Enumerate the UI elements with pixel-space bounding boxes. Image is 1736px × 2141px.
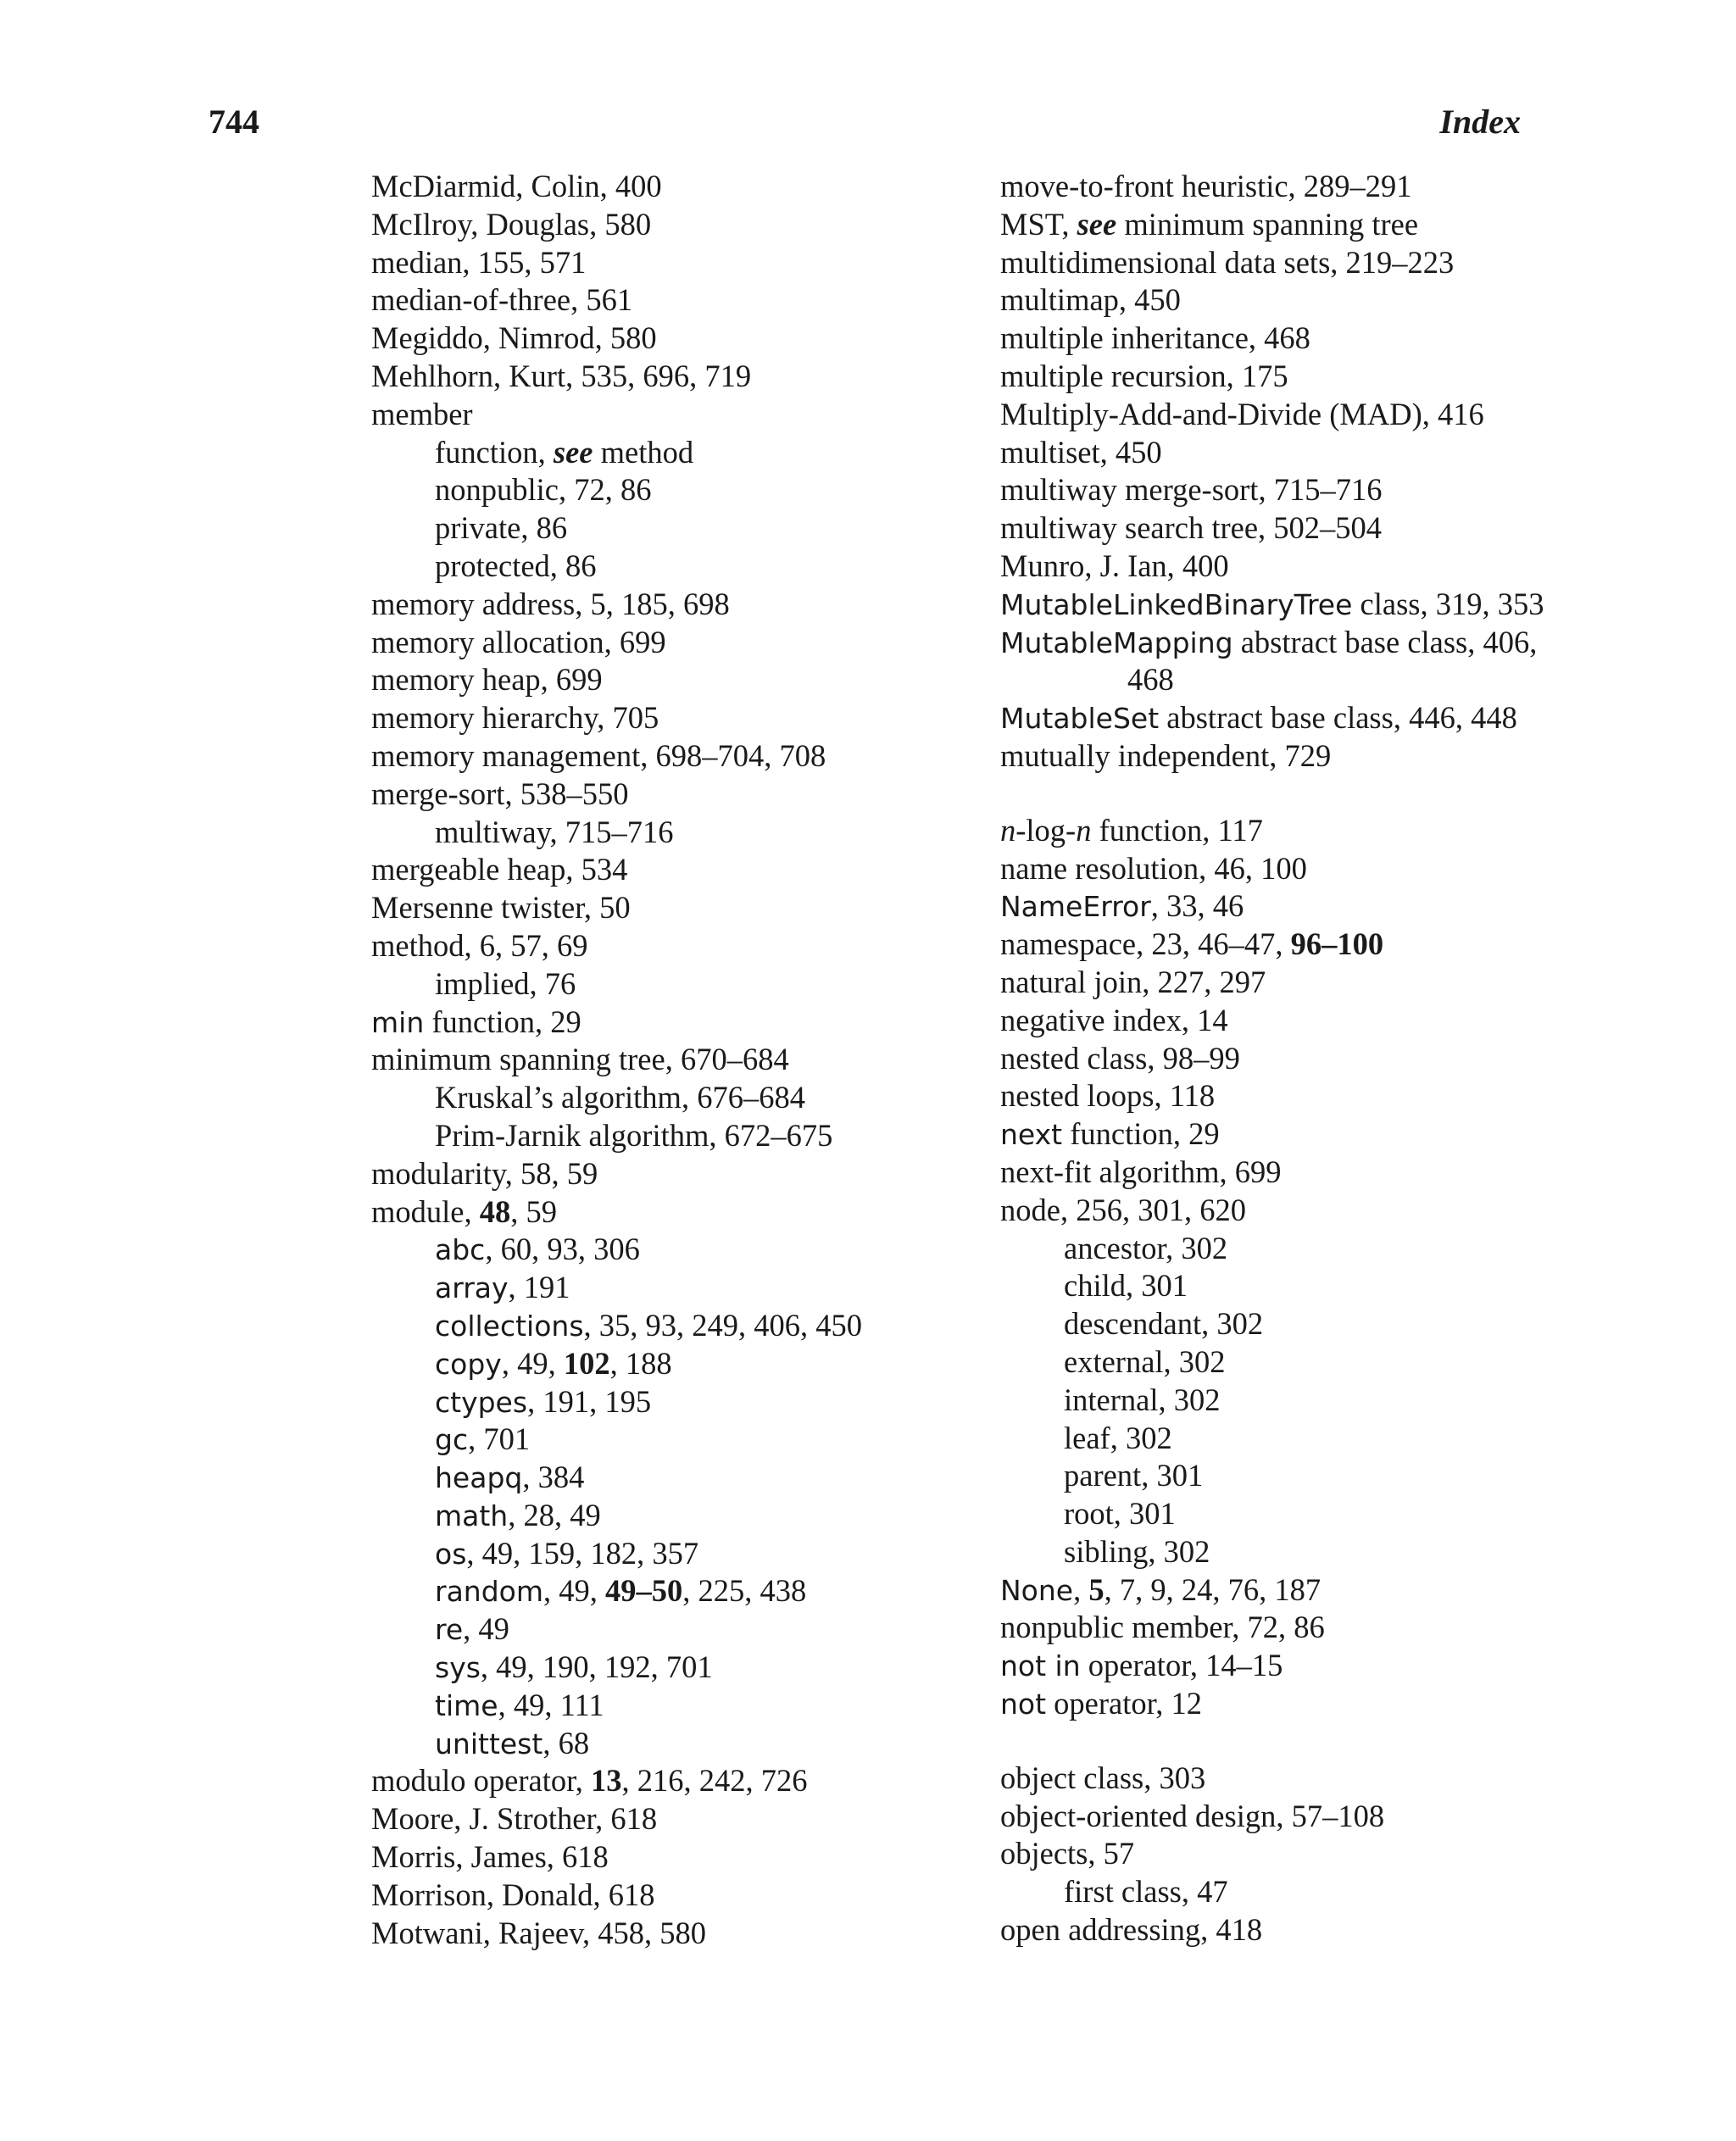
- index-subentry: leaf, 302: [1064, 1420, 1172, 1455]
- index-subentry: ancestor, 302: [1064, 1230, 1228, 1265]
- index-entry: mergeable heap, 534: [371, 852, 628, 887]
- index-entry: multidimensional data sets, 219–223: [1000, 244, 1455, 280]
- index-subentry: private, 86: [435, 510, 568, 546]
- index-entry: McDiarmid, Colin, 400: [371, 169, 662, 203]
- index-subentry: sys, 49, 190, 192, 701: [435, 1649, 713, 1685]
- index-entry: n-log-n function, 117: [1000, 812, 1263, 848]
- index-entry: Multiply-Add-and-Divide (MAD), 416: [1000, 396, 1484, 431]
- index-subentry: collections, 35, 93, 249, 406, 450: [435, 1307, 863, 1343]
- index-entry: nested loops, 118: [1000, 1078, 1216, 1114]
- index-entry: object-oriented design, 57–108: [1000, 1798, 1385, 1833]
- index-entry: multimap, 450: [1000, 282, 1181, 318]
- index-entry: not operator, 12: [1000, 1686, 1203, 1721]
- index-subentry: time, 49, 111: [435, 1687, 604, 1722]
- index-subentry: unittest, 68: [435, 1725, 590, 1760]
- index-subentry: heapq, 384: [435, 1460, 585, 1495]
- index-subentry: parent, 301: [1064, 1458, 1204, 1493]
- index-entry: not in operator, 14–15: [1000, 1648, 1283, 1683]
- index-subentry: internal, 302: [1064, 1382, 1221, 1417]
- index-subentry: protected, 86: [435, 548, 597, 583]
- index-subentry: copy, 49, 102, 188: [435, 1345, 672, 1381]
- index-entry: next-fit algorithm, 699: [1000, 1154, 1282, 1189]
- index-entry: McIlroy, Douglas, 580: [371, 206, 652, 242]
- section-gap: [1000, 1723, 1544, 1760]
- index-entry: multiway search tree, 502–504: [1000, 510, 1383, 546]
- index-entry: memory hierarchy, 705: [371, 700, 659, 736]
- index-entry: nonpublic member, 72, 86: [1000, 1610, 1325, 1645]
- index-subentry: descendant, 302: [1064, 1306, 1264, 1342]
- index-entry: Moore, J. Strother, 618: [371, 1801, 658, 1837]
- index-entry: Megiddo, Nimrod, 580: [371, 320, 657, 356]
- index-entry: modularity, 58, 59: [371, 1155, 598, 1191]
- index-entry: Motwani, Rajeev, 458, 580: [371, 1915, 707, 1950]
- index-subentry: function, see method: [435, 434, 694, 470]
- index-entry: memory allocation, 699: [371, 624, 666, 659]
- index-entry-continuation: 468: [1127, 662, 1174, 698]
- index-entry: MutableMapping abstract base class, 406,: [1000, 624, 1538, 659]
- index-entry: natural join, 227, 297: [1000, 964, 1266, 999]
- index-column-left: [371, 168, 862, 1952]
- index-entry: multiset, 450: [1000, 434, 1162, 470]
- index-entry: Mersenne twister, 50: [371, 890, 631, 926]
- index-subentry: root, 301: [1064, 1496, 1176, 1532]
- index-entry: modulo operator, 13, 216, 242, 726: [371, 1763, 808, 1799]
- index-entry: MutableLinkedBinaryTree class, 319, 353: [1000, 586, 1544, 621]
- index-subentry: math, 28, 49: [435, 1497, 601, 1532]
- index-entry: method, 6, 57, 69: [371, 927, 588, 963]
- section-gap: [1000, 776, 1544, 812]
- index-entry: memory address, 5, 185, 698: [371, 586, 730, 621]
- index-entry: multiway merge-sort, 715–716: [1000, 472, 1383, 508]
- index-entry: Morrison, Donald, 618: [371, 1877, 655, 1912]
- index-subentry: first class, 47: [1064, 1874, 1228, 1910]
- index-entry: multiple recursion, 175: [1000, 358, 1288, 393]
- index-entry: next function, 29: [1000, 1116, 1220, 1152]
- index-entry: mutually independent, 729: [1000, 737, 1332, 773]
- index-subentry: random, 49, 49–50, 225, 438: [435, 1573, 807, 1609]
- index-subentry: os, 49, 159, 182, 357: [435, 1535, 699, 1571]
- index-entry: move-to-front heuristic, 289–291: [1000, 169, 1412, 203]
- index-entry: min function, 29: [371, 1004, 581, 1039]
- index-entry: MutableSet abstract base class, 446, 448: [1000, 700, 1517, 736]
- index-subentry: abc, 60, 93, 306: [435, 1232, 640, 1267]
- index-subentry: multiway, 715–716: [435, 814, 674, 849]
- index-entry: module, 48, 59: [371, 1193, 557, 1229]
- index-entry: MST, see minimum spanning tree: [1000, 206, 1419, 242]
- index-column-right: [1000, 168, 1544, 1949]
- index-entry: None, 5, 7, 9, 24, 76, 187: [1000, 1571, 1321, 1607]
- index-entry: nested class, 98–99: [1000, 1040, 1240, 1076]
- index-entry: merge-sort, 538–550: [371, 776, 629, 811]
- index-entry: negative index, 14: [1000, 1002, 1228, 1037]
- index-subentry: sibling, 302: [1064, 1533, 1210, 1569]
- index-entry: objects, 57: [1000, 1836, 1135, 1871]
- index-subentry: child, 301: [1064, 1268, 1188, 1304]
- index-entry: object class, 303: [1000, 1760, 1206, 1795]
- index-entry: multiple inheritance, 468: [1000, 320, 1310, 356]
- index-entry: Munro, J. Ian, 400: [1000, 548, 1229, 583]
- index-entry: Morris, James, 618: [371, 1839, 609, 1875]
- index-subentry: implied, 76: [435, 965, 576, 1001]
- index-entry: name resolution, 46, 100: [1000, 850, 1307, 886]
- index-subentry: ctypes, 191, 195: [435, 1383, 652, 1419]
- index-entry: namespace, 23, 46–47, 96–100: [1000, 926, 1384, 962]
- index-entry: median, 155, 571: [371, 244, 587, 280]
- index-entry: memory heap, 699: [371, 662, 603, 698]
- index-subentry: array, 191: [435, 1270, 570, 1305]
- index-subentry: Kruskal’s algorithm, 676–684: [435, 1080, 805, 1115]
- index-subentry: re, 49: [435, 1611, 509, 1647]
- index-entry: median-of-three, 561: [371, 282, 633, 318]
- page-number: 744: [209, 103, 259, 141]
- index-entry: minimum spanning tree, 670–684: [371, 1042, 789, 1077]
- index-entry: Mehlhorn, Kurt, 535, 696, 719: [371, 358, 752, 393]
- running-head: Index: [1439, 103, 1521, 141]
- index-subentry: external, 302: [1064, 1343, 1226, 1379]
- index-entry: node, 256, 301, 620: [1000, 1192, 1246, 1227]
- index-entry: memory management, 698–704, 708: [371, 737, 826, 773]
- index-subentry: gc, 701: [435, 1421, 531, 1457]
- index-subentry: Prim-Jarnik algorithm, 672–675: [435, 1117, 833, 1153]
- index-entry: NameError, 33, 46: [1000, 888, 1244, 924]
- index-entry: member: [371, 396, 473, 431]
- index-entry: open addressing, 418: [1000, 1912, 1263, 1948]
- index-subentry: nonpublic, 72, 86: [435, 472, 652, 508]
